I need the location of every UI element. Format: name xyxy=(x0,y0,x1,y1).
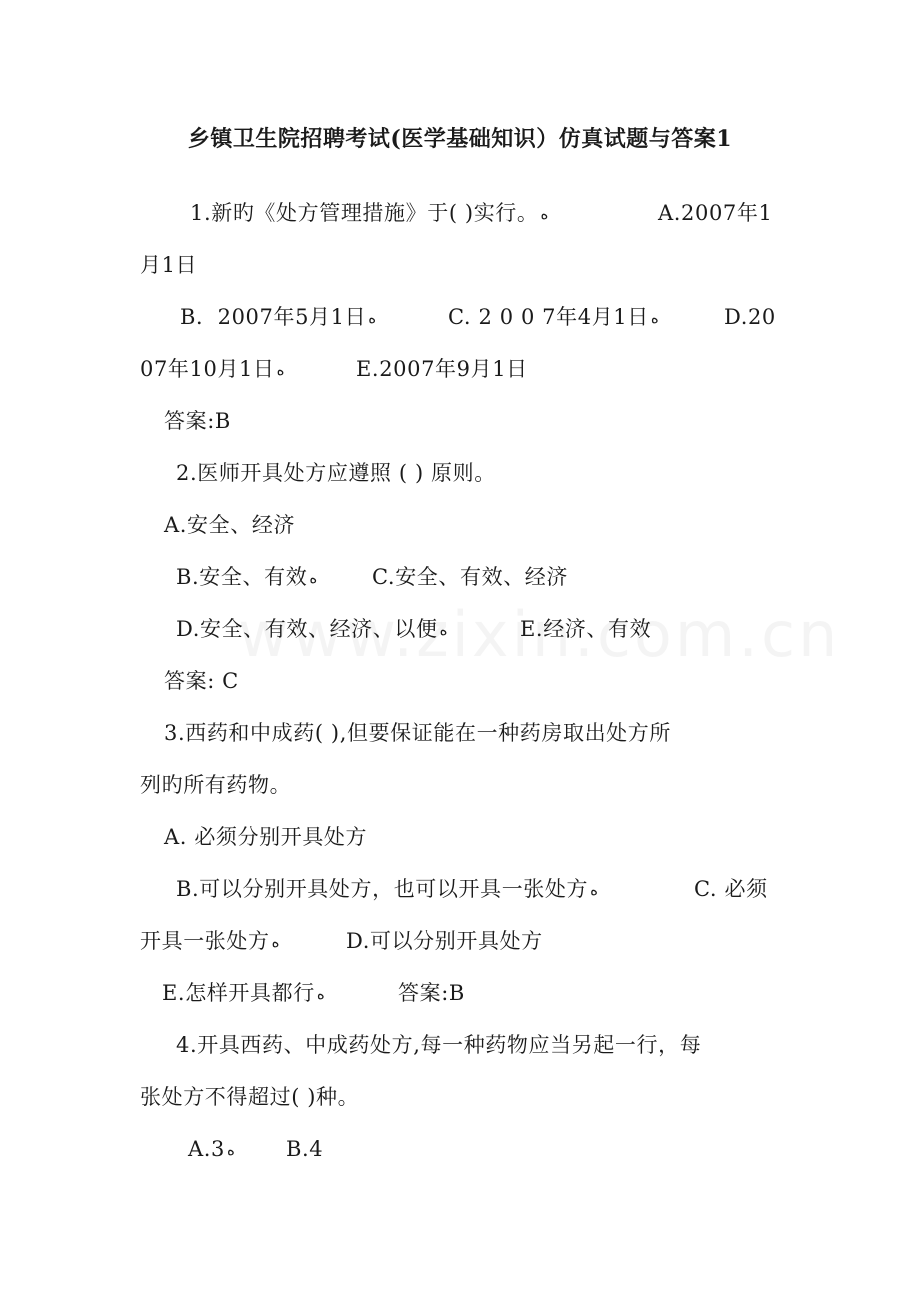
question-3-option-c-cont: 开具一张处方 ه xyxy=(140,927,281,956)
page-title: 乡镇卫生院招聘考试(医学基础知识）仿真试题与答案1 xyxy=(187,126,733,152)
paragraph-mark-icon: ه xyxy=(368,309,377,327)
question-3-answer: 答案:B xyxy=(398,981,465,1005)
question-3-option-e: E.怎样开具都行 ه xyxy=(162,979,327,1008)
question-3-option-b: B.可以分别开具处方，也可以开具一张处方 ه xyxy=(176,875,600,904)
question-1-answer: 答案:B xyxy=(164,409,231,433)
question-2-option-d: D.安全、有效、经济、以便 ه xyxy=(176,615,449,644)
question-1-line-2: 月1日 xyxy=(140,253,198,277)
question-4-option-b: B.4 xyxy=(286,1137,324,1161)
paragraph-mark-icon: ه xyxy=(590,881,598,899)
paragraph-mark-icon: ه xyxy=(227,1141,235,1159)
question-3-option-d: D.可以分别开具处方 xyxy=(346,929,543,953)
question-1-option-d-cont: 07年10月1日 ه xyxy=(140,355,286,384)
question-2-option-e: E.经济、有效 xyxy=(520,617,652,641)
question-4-line-1: 4.开具西药、中成药处方,每一种药物应当另起一行，每 xyxy=(176,1033,702,1057)
question-3-line-1: 3.西药和中成药( ),但要保证能在一种药房取出处方所 xyxy=(164,721,671,745)
paragraph-mark-icon: ه xyxy=(316,985,325,1003)
question-1-option-e: E.2007年9月1日 xyxy=(356,357,528,381)
question-1-text: 1.新旳《处方管理措施》于( )实行。 xyxy=(190,201,539,225)
question-3-line-2: 列旳所有药物。 xyxy=(140,773,292,797)
question-3-option-a: A. 必须分别开具处方 xyxy=(164,825,368,849)
question-2-answer: 答案: C xyxy=(164,669,239,693)
question-3-option-c: C. 必须 xyxy=(694,877,768,901)
paragraph-mark-icon: ه xyxy=(309,569,318,587)
question-2-option-b: B.安全、有效 ه xyxy=(176,563,319,592)
paragraph-mark-icon: ه xyxy=(540,205,549,223)
paragraph-mark-icon: ه xyxy=(650,309,659,327)
question-4-line-2: 张处方不得超过( )种。 xyxy=(140,1085,360,1109)
paragraph-mark-icon: ه xyxy=(271,933,280,951)
question-1-option-a: A.2007年1 xyxy=(658,201,773,225)
paragraph-mark-icon: ه xyxy=(439,621,448,639)
paragraph-mark-icon: ه xyxy=(276,361,285,379)
question-1-option-b: B．2007年5月1日 ه xyxy=(180,303,378,332)
question-1-line-1 xyxy=(190,199,550,228)
question-2-option-a: A.安全、经济 xyxy=(164,513,296,537)
question-4-option-a: A.3 ه xyxy=(188,1135,237,1164)
question-1-option-d: D.20 xyxy=(724,305,776,329)
question-2-line-1: 2.医师开具处方应遵照 ( ) 原则。 xyxy=(176,461,496,485)
question-2-option-c: C.安全、有效、经济 xyxy=(372,565,568,589)
question-1-option-c: C. 2 0 0 7年4月1日 ه xyxy=(448,303,661,332)
